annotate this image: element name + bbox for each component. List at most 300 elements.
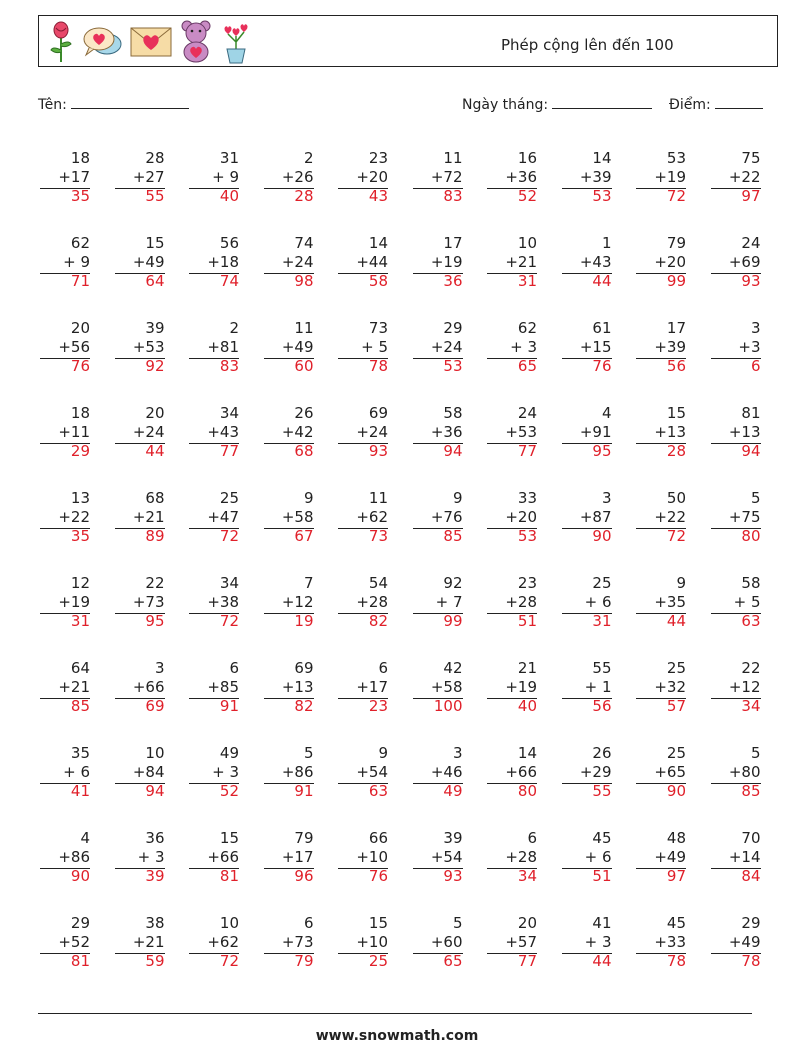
- first-addend: 6: [229, 659, 239, 677]
- answer: 99: [443, 612, 463, 630]
- addition-problem: [403, 149, 463, 206]
- answer: 39: [145, 867, 165, 885]
- love-letter-icon: [129, 24, 173, 60]
- sum-line: [636, 783, 686, 784]
- sum-line: [115, 358, 165, 359]
- first-addend: 5: [750, 744, 761, 762]
- sum-line: [413, 528, 463, 529]
- first-addend: 24: [741, 234, 761, 252]
- second-addend: +11: [58, 423, 90, 441]
- sum-line: [562, 528, 612, 529]
- addition-problem: [701, 149, 761, 206]
- addition-problem: [403, 914, 463, 971]
- rose-icon: [47, 20, 75, 64]
- answer: 79: [294, 952, 314, 970]
- second-addend: +29: [579, 763, 612, 781]
- first-addend: 11: [443, 149, 463, 167]
- answer: 84: [741, 867, 761, 885]
- answer: 94: [741, 442, 761, 460]
- first-addend: 25: [666, 659, 686, 677]
- first-addend: 3: [452, 744, 463, 762]
- date-label: Ngày tháng:: [462, 97, 549, 113]
- addition-problem: [328, 404, 388, 461]
- first-addend: 9: [452, 489, 463, 507]
- sum-line: [562, 188, 612, 189]
- second-addend: +87: [579, 508, 612, 526]
- sum-line: [413, 443, 463, 444]
- sum-line: [636, 273, 686, 274]
- second-addend: +12: [728, 678, 761, 696]
- sum-line: [487, 273, 537, 274]
- second-addend: +19: [505, 678, 537, 696]
- addition-problem: [552, 149, 612, 206]
- sum-line: [636, 613, 686, 614]
- answer: 85: [70, 697, 90, 715]
- answer: 99: [666, 272, 686, 290]
- second-addend: +10: [356, 848, 388, 866]
- answer: 34: [741, 697, 761, 715]
- sum-line: [338, 953, 388, 954]
- answer: 52: [219, 782, 239, 800]
- second-addend: +91: [579, 423, 612, 441]
- sum-line: [40, 443, 90, 444]
- second-addend: +19: [430, 253, 463, 271]
- sum-line: [487, 613, 537, 614]
- addition-problem: [626, 234, 686, 291]
- name-field[interactable]: [38, 94, 189, 113]
- sum-line: [189, 358, 239, 359]
- answer: 97: [741, 187, 761, 205]
- addition-problem: [477, 829, 537, 886]
- answer: 44: [592, 952, 612, 970]
- answer: 90: [666, 782, 686, 800]
- addition-problem: [179, 234, 239, 291]
- answer: 55: [145, 187, 165, 205]
- addition-problem: [403, 744, 463, 801]
- first-addend: 9: [676, 574, 686, 592]
- first-addend: 61: [592, 319, 612, 337]
- sum-line: [115, 273, 165, 274]
- first-addend: 41: [592, 914, 612, 932]
- addition-problem: [626, 149, 686, 206]
- sum-line: [562, 613, 612, 614]
- answer: 76: [368, 867, 388, 885]
- sum-line: [636, 868, 686, 869]
- sum-line: [636, 953, 686, 954]
- sum-line: [338, 528, 388, 529]
- answer: 93: [368, 442, 388, 460]
- answer: 71: [70, 272, 90, 290]
- answer: 83: [219, 357, 239, 375]
- addition-problem: [701, 574, 761, 631]
- first-addend: 48: [666, 829, 686, 847]
- addition-problem: [105, 914, 165, 971]
- date-field[interactable]: [462, 94, 652, 113]
- addition-problem: [477, 914, 537, 971]
- addition-problem: [701, 659, 761, 716]
- second-addend: +84: [132, 763, 165, 781]
- addition-problem: [552, 659, 612, 716]
- second-addend: +35: [654, 593, 686, 611]
- answer: 73: [368, 527, 388, 545]
- sum-line: [487, 443, 537, 444]
- first-addend: 2: [229, 319, 239, 337]
- addition-problem: [701, 489, 761, 546]
- first-addend: 29: [443, 319, 463, 337]
- second-addend: +49: [281, 338, 314, 356]
- second-addend: +13: [281, 678, 314, 696]
- first-addend: 9: [303, 489, 314, 507]
- first-addend: 13: [70, 489, 90, 507]
- addition-problem: [328, 659, 388, 716]
- sum-line: [711, 358, 761, 359]
- second-addend: +32: [654, 678, 686, 696]
- first-addend: 25: [592, 574, 612, 592]
- first-addend: 5: [750, 489, 761, 507]
- answer: 96: [294, 867, 314, 885]
- first-addend: 45: [592, 829, 612, 847]
- addition-problem: [626, 829, 686, 886]
- first-addend: 6: [527, 829, 537, 847]
- answer: 80: [517, 782, 537, 800]
- first-addend: 18: [70, 149, 90, 167]
- first-addend: 14: [368, 234, 388, 252]
- answer: 98: [294, 272, 314, 290]
- second-addend: + 3: [510, 338, 537, 356]
- addition-problem: [30, 744, 90, 801]
- sum-line: [487, 528, 537, 529]
- sum-line: [264, 273, 314, 274]
- addition-problem: [179, 489, 239, 546]
- first-addend: 34: [219, 574, 239, 592]
- addition-problem: [477, 404, 537, 461]
- second-addend: +86: [281, 763, 314, 781]
- addition-problem: [626, 404, 686, 461]
- addition-problem: [30, 489, 90, 546]
- first-addend: 62: [70, 234, 90, 252]
- score-blank[interactable]: [715, 94, 763, 109]
- sum-line: [413, 358, 463, 359]
- addition-problem: [105, 659, 165, 716]
- first-addend: 39: [443, 829, 463, 847]
- first-addend: 10: [145, 744, 165, 762]
- addition-problem: [105, 829, 165, 886]
- second-addend: +56: [58, 338, 90, 356]
- second-addend: +15: [579, 338, 612, 356]
- addition-problem: [477, 319, 537, 376]
- second-addend: +17: [356, 678, 388, 696]
- first-addend: 26: [592, 744, 612, 762]
- sum-line: [487, 188, 537, 189]
- second-addend: +39: [579, 168, 612, 186]
- answer: 95: [592, 442, 612, 460]
- second-addend: +54: [430, 848, 463, 866]
- first-addend: 21: [517, 659, 537, 677]
- addition-problem: [254, 149, 314, 206]
- answer: 92: [145, 357, 165, 375]
- sum-line: [115, 188, 165, 189]
- answer: 6: [750, 357, 761, 375]
- sum-line: [264, 868, 314, 869]
- first-addend: 5: [303, 744, 314, 762]
- first-addend: 56: [219, 234, 239, 252]
- sum-line: [562, 783, 612, 784]
- second-addend: +22: [654, 508, 686, 526]
- second-addend: +20: [505, 508, 537, 526]
- addition-problem: [254, 914, 314, 971]
- answer: 51: [517, 612, 537, 630]
- sum-line: [115, 953, 165, 954]
- first-addend: 11: [368, 489, 388, 507]
- sum-line: [189, 443, 239, 444]
- addition-problem: [105, 234, 165, 291]
- addition-problem: [179, 149, 239, 206]
- answer: 90: [592, 527, 612, 545]
- addition-problem: [179, 914, 239, 971]
- second-addend: +75: [728, 508, 761, 526]
- answer: 29: [70, 442, 90, 460]
- addition-problem: [105, 744, 165, 801]
- answer: 25: [368, 952, 388, 970]
- second-addend: + 1: [584, 678, 612, 696]
- second-addend: +21: [505, 253, 537, 271]
- first-addend: 23: [517, 574, 537, 592]
- answer: 35: [70, 187, 90, 205]
- answer: 44: [145, 442, 165, 460]
- sum-line: [189, 273, 239, 274]
- addition-problem: [254, 319, 314, 376]
- first-addend: 3: [601, 489, 612, 507]
- addition-problem: [179, 659, 239, 716]
- second-addend: + 9: [212, 168, 239, 186]
- first-addend: 15: [666, 404, 686, 422]
- first-addend: 16: [517, 149, 537, 167]
- first-addend: 14: [592, 149, 612, 167]
- addition-problem: [403, 659, 463, 716]
- addition-problem: [328, 234, 388, 291]
- name-blank[interactable]: [71, 94, 189, 109]
- first-addend: 69: [368, 404, 388, 422]
- answer: 57: [666, 697, 686, 715]
- first-addend: 23: [368, 149, 388, 167]
- answer: 53: [592, 187, 612, 205]
- first-addend: 25: [219, 489, 239, 507]
- date-blank[interactable]: [552, 94, 652, 109]
- first-addend: 58: [443, 404, 463, 422]
- sum-line: [264, 953, 314, 954]
- second-addend: +18: [207, 253, 239, 271]
- answer: 65: [443, 952, 463, 970]
- second-addend: +24: [430, 338, 463, 356]
- second-addend: + 3: [212, 763, 239, 781]
- second-addend: + 3: [584, 933, 612, 951]
- second-addend: +76: [430, 508, 463, 526]
- addition-problem: [701, 829, 761, 886]
- addition-problem: [254, 744, 314, 801]
- sum-line: [636, 698, 686, 699]
- second-addend: +49: [654, 848, 686, 866]
- first-addend: 22: [145, 574, 165, 592]
- answer: 81: [70, 952, 90, 970]
- first-addend: 69: [294, 659, 314, 677]
- sum-line: [40, 868, 90, 869]
- sum-line: [338, 443, 388, 444]
- addition-problem: [403, 404, 463, 461]
- addition-problem: [552, 234, 612, 291]
- footer-divider: [38, 1013, 752, 1014]
- first-addend: 2: [303, 149, 314, 167]
- second-addend: +20: [654, 253, 686, 271]
- second-addend: +26: [281, 168, 314, 186]
- answer: 55: [592, 782, 612, 800]
- answer: 40: [219, 187, 239, 205]
- first-addend: 33: [517, 489, 537, 507]
- addition-problem: [701, 914, 761, 971]
- second-addend: +53: [132, 338, 165, 356]
- first-addend: 3: [750, 319, 761, 337]
- score-field[interactable]: [669, 94, 763, 113]
- answer: 80: [741, 527, 761, 545]
- answer: 44: [592, 272, 612, 290]
- second-addend: +66: [505, 763, 537, 781]
- first-addend: 20: [70, 319, 90, 337]
- addition-problem: [626, 659, 686, 716]
- answer: 85: [443, 527, 463, 545]
- addition-problem: [701, 404, 761, 461]
- sum-line: [40, 273, 90, 274]
- footer-website: www.snowmath.com: [315, 1028, 479, 1044]
- answer: 49: [443, 782, 463, 800]
- sum-line: [487, 953, 537, 954]
- addition-problem: [403, 319, 463, 376]
- addition-problem: [30, 659, 90, 716]
- first-addend: 36: [145, 829, 165, 847]
- first-addend: 79: [666, 234, 686, 252]
- second-addend: +62: [356, 508, 388, 526]
- addition-problem: [328, 914, 388, 971]
- sum-line: [40, 613, 90, 614]
- addition-problem: [30, 829, 90, 886]
- sum-line: [115, 868, 165, 869]
- sum-line: [189, 868, 239, 869]
- first-addend: 14: [517, 744, 537, 762]
- addition-problem: [626, 489, 686, 546]
- second-addend: +22: [728, 168, 761, 186]
- first-addend: 10: [517, 234, 537, 252]
- second-addend: +17: [58, 168, 90, 186]
- answer: 56: [592, 697, 612, 715]
- answer: 100: [433, 697, 463, 715]
- addition-problem: [328, 574, 388, 631]
- second-addend: +65: [654, 763, 686, 781]
- answer: 91: [219, 697, 239, 715]
- first-addend: 17: [666, 319, 686, 337]
- sum-line: [711, 528, 761, 529]
- sum-line: [40, 783, 90, 784]
- second-addend: +28: [505, 593, 537, 611]
- addition-problem: [477, 489, 537, 546]
- answer: 77: [517, 442, 537, 460]
- addition-problem: [403, 489, 463, 546]
- first-addend: 20: [145, 404, 165, 422]
- answer: 77: [517, 952, 537, 970]
- second-addend: +69: [728, 253, 761, 271]
- second-addend: +47: [207, 508, 239, 526]
- addition-problem: [254, 404, 314, 461]
- second-addend: +12: [281, 593, 314, 611]
- first-addend: 39: [145, 319, 165, 337]
- addition-problem: [403, 574, 463, 631]
- addition-problem: [552, 744, 612, 801]
- sum-line: [413, 188, 463, 189]
- answer: 93: [443, 867, 463, 885]
- answer: 76: [70, 357, 90, 375]
- answer: 74: [219, 272, 239, 290]
- sum-line: [264, 443, 314, 444]
- answer: 31: [517, 272, 537, 290]
- name-label: Tên:: [38, 97, 67, 113]
- sum-line: [40, 358, 90, 359]
- sum-line: [115, 613, 165, 614]
- answer: 81: [219, 867, 239, 885]
- sum-line: [338, 868, 388, 869]
- answer: 60: [294, 357, 314, 375]
- addition-problem: [254, 574, 314, 631]
- first-addend: 62: [517, 319, 537, 337]
- answer: 31: [592, 612, 612, 630]
- answer: 44: [666, 612, 686, 630]
- second-addend: +46: [430, 763, 463, 781]
- teddy-bear-icon: [179, 20, 213, 64]
- first-addend: 7: [303, 574, 314, 592]
- answer: 72: [219, 612, 239, 630]
- sum-line: [562, 273, 612, 274]
- answer: 68: [294, 442, 314, 460]
- answer: 43: [368, 187, 388, 205]
- first-addend: 45: [666, 914, 686, 932]
- second-addend: + 7: [435, 593, 463, 611]
- sum-line: [562, 698, 612, 699]
- second-addend: +33: [654, 933, 686, 951]
- first-addend: 20: [517, 914, 537, 932]
- answer: 89: [145, 527, 165, 545]
- answer: 35: [70, 527, 90, 545]
- answer: 82: [294, 697, 314, 715]
- header-box: [38, 15, 778, 67]
- second-addend: +36: [430, 423, 463, 441]
- sum-line: [264, 613, 314, 614]
- sum-line: [189, 953, 239, 954]
- second-addend: +10: [356, 933, 388, 951]
- second-addend: +17: [281, 848, 314, 866]
- second-addend: +73: [281, 933, 314, 951]
- second-addend: +13: [728, 423, 761, 441]
- addition-problem: [30, 149, 90, 206]
- first-addend: 38: [145, 914, 165, 932]
- second-addend: +28: [505, 848, 537, 866]
- second-addend: +57: [505, 933, 537, 951]
- answer: 40: [517, 697, 537, 715]
- answer: 78: [368, 357, 388, 375]
- sum-line: [189, 783, 239, 784]
- sum-line: [338, 273, 388, 274]
- answer: 31: [70, 612, 90, 630]
- addition-problem: [105, 489, 165, 546]
- first-addend: 70: [741, 829, 761, 847]
- answer: 59: [145, 952, 165, 970]
- second-addend: +85: [207, 678, 239, 696]
- addition-problem: [552, 574, 612, 631]
